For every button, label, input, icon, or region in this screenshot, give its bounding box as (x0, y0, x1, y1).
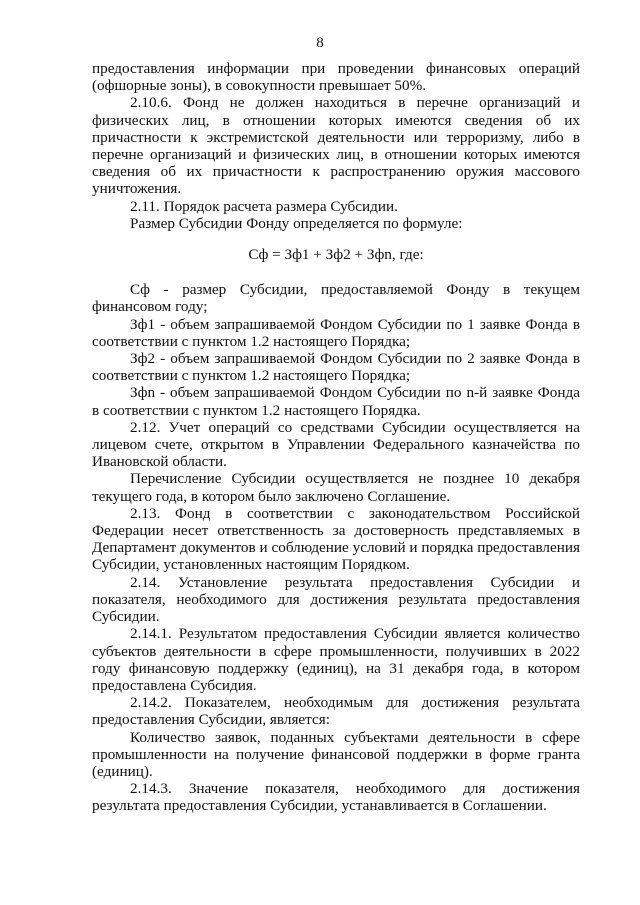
paragraph-indicator: Количество заявок, поданных субъектами деятельности в сфере промышленности на получение финансовой поддержки в форме гранта (единиц). (92, 728, 580, 780)
paragraph-2-14-3: 2.14.3. Значение показателя, необходимого для достижения результата предоставления Субсидии, устанавливается в Соглашении. (92, 780, 580, 815)
paragraph-formula-intro: Размер Субсидии Фонду определяется по формуле: (130, 214, 463, 232)
paragraph-2-13: 2.13. Фонд в соответствии с законодательством Российской Федерации несет ответственность за достоверность представляемых в Департамент документов и соблюдение условий и порядка предоставления Субсидии, установленных настоящим Порядком. (92, 504, 580, 574)
definition-zf2: Зф2 - объем запрашиваемой Фондом Субсидии по 2 заявке Фонда в соответствии с пунктом 1.2 настоящего Порядка; (92, 350, 580, 385)
page-number: 8 (316, 35, 324, 51)
paragraph-2-11-heading: 2.11. Порядок расчета размера Субсидии. (130, 197, 398, 215)
paragraph-2-14: 2.14. Установление результата предоставления Субсидии и показателя, необходимого для достижения результата предоставления Субсидии. (92, 573, 580, 626)
definition-zf1: Зф1 - объем запрашиваемой Фондом Субсидии по 1 заявке Фонда в соответствии с пунктом 1.2 настоящего Порядка; (92, 315, 580, 350)
definition-sf: Сф - размер Субсидии, предоставляемой Фонду в текущем финансовом году; (92, 281, 580, 316)
definition-zfn: Зфn - объем запрашиваемой Фондом Субсидии по n-й заявке Фонда в соответствии с пунктом 1.2 настоящего Порядка. (92, 384, 580, 419)
paragraph-2-14-2: 2.14.2. Показателем, необходимым для достижения результата предоставления Субсидии, является: (92, 694, 580, 729)
subsidy-formula: Сф = Зф1 + Зф2 + Зфn, где: (248, 246, 424, 264)
paragraph-continuation: предоставления информации при проведении финансовых операций (офшорные зоны), в совокупности превышает 50%. (92, 60, 580, 95)
paragraph-2-14-1: 2.14.1. Результатом предоставления Субсидии является количество субъектов деятельности в сфере промышленности, получивших в 2022 году финансовую поддержку (единиц), на 31 декабря года, в котором предоставлена Субсидия. (92, 625, 580, 694)
document-body (92, 60, 580, 815)
paragraph-2-10-6: 2.10.6. Фонд не должен находиться в перечне организаций и физических лиц, в отношении которых имеются сведения об их причастности к экстремистской деятельности или терроризму, либо в перечне организаций и физических лиц, в отношении которых имеются сведения об их причастности к распространению оружия массового уничтожения. (92, 94, 580, 198)
paragraph-transfer-deadline: Перечисление Субсидии осуществляется не позднее 10 декабря текущего года, в котором было заключено Соглашение. (92, 470, 580, 505)
paragraph-2-12: 2.12. Учет операций со средствами Субсидии осуществляется на лицевом счете, открытом в Управлении Федерального казначейства по Ивановской области. (92, 418, 580, 471)
